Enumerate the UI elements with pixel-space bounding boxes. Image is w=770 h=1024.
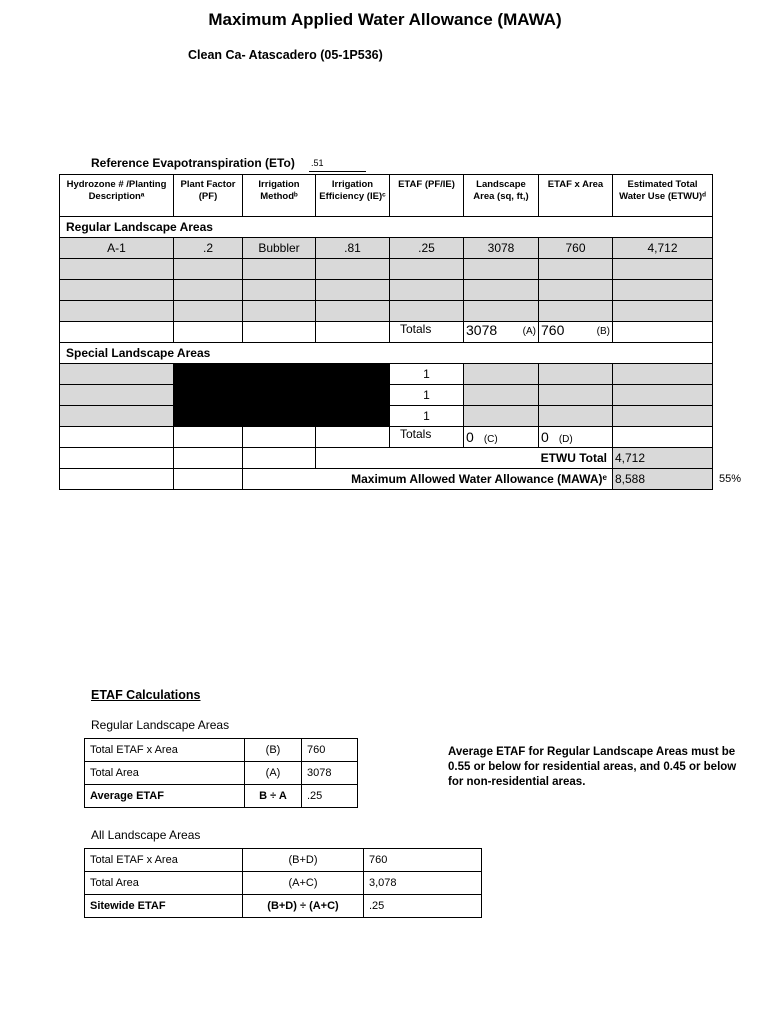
empty-cell[interactable] [539,364,613,385]
empty-cell[interactable] [613,280,713,301]
table-row [85,739,358,762]
empty-cell[interactable] [539,259,613,280]
empty-cell [316,427,390,448]
etwu-total-label: ETWU Total [316,448,613,469]
plant-factor-cell[interactable]: .2 [174,238,243,259]
empty-cell [60,469,174,490]
tag-a: (A) [522,326,536,337]
row-formula: B ÷ A [245,785,302,808]
etaf-calculations-heading: ETAF Calculations [91,688,201,702]
table-row [85,872,482,895]
table-row [60,301,713,322]
row-formula: (B+D) ÷ (A+C) [243,895,364,918]
special-total-etaf-area-cell [539,427,613,448]
empty-cell[interactable] [539,385,613,406]
regular-total-etaf-area-cell [539,322,613,343]
empty-cell[interactable] [60,301,174,322]
empty-cell[interactable] [316,259,390,280]
empty-cell[interactable] [539,301,613,322]
empty-cell[interactable] [613,301,713,322]
row-formula: (A) [245,762,302,785]
empty-cell[interactable] [464,385,539,406]
table-row [60,259,713,280]
landscape-area-cell[interactable]: 3078 [464,238,539,259]
tag-b: (B) [596,326,610,337]
row-value: .25 [364,895,482,918]
col-header-etwu: Estimated Total Water Use (ETWU)ᵈ [613,175,713,217]
mawa-label: Maximum Allowed Water Allowance (MAWA)ᵉ [243,469,613,490]
empty-cell[interactable] [174,280,243,301]
special-total-area-cell [464,427,539,448]
special-totals-label: Totals [390,427,464,448]
empty-cell [316,322,390,343]
row-value: .25 [302,785,358,808]
page-title: Maximum Applied Water Allowance (MAWA) [208,10,562,29]
irrigation-method-cell[interactable]: Bubbler [243,238,316,259]
regular-totals-row [60,322,713,343]
col-header-landscape-area: Landscape Area (sq, ft,) [464,175,539,217]
empty-cell[interactable] [174,301,243,322]
empty-cell [60,322,174,343]
empty-cell [243,448,316,469]
percent-label: 55% [719,473,742,485]
regular-areas-heading: Regular Landscape Areas [91,718,230,732]
row-label: Total Area [85,872,243,895]
project-subtitle: Clean Ca- Atascadero (05-1P536) [188,48,383,62]
empty-cell [243,322,316,343]
empty-cell [243,427,316,448]
empty-cell[interactable] [613,259,713,280]
empty-cell[interactable] [464,301,539,322]
empty-cell [174,322,243,343]
col-header-irrigation-method: Irrigation Methodᵇ [243,175,316,217]
empty-cell [613,427,713,448]
empty-cell [174,469,243,490]
row-label: Average ETAF [85,785,245,808]
special-section-label: Special Landscape Areas [60,343,713,364]
col-header-hydrozone: Hydrozone # /Planting Descriptionᵃ [60,175,174,217]
eto-label: Reference Evapotranspiration (ETo) [91,156,295,170]
etaf-cell: .25 [390,238,464,259]
special-total-area: 0 [466,429,474,445]
row-label: Sitewide ETAF [85,895,243,918]
empty-cell[interactable] [243,301,316,322]
table-row [60,238,713,259]
empty-cell[interactable] [316,301,390,322]
empty-cell [174,448,243,469]
row-formula: (B) [245,739,302,762]
table-header-row [60,175,713,217]
eto-value-field[interactable]: .51 [309,158,366,172]
hydrozone-cell[interactable]: A-1 [60,238,174,259]
etwu-total-value: 4,712 [613,448,713,469]
empty-cell[interactable] [390,301,464,322]
mawa-row [60,469,713,490]
col-header-plant-factor: Plant Factor (PF) [174,175,243,217]
empty-cell[interactable] [464,364,539,385]
empty-cell[interactable] [613,406,713,427]
empty-cell [60,427,174,448]
empty-cell[interactable] [60,385,174,406]
irrigation-efficiency-cell[interactable]: .81 [316,238,390,259]
table-row [85,785,358,808]
row-label: Total ETAF x Area [85,849,243,872]
regular-total-area: 3078 [466,322,498,338]
special-etaf-cell: 1 [390,406,464,427]
empty-cell[interactable] [243,280,316,301]
regular-total-area-cell [464,322,539,343]
regular-section-label: Regular Landscape Areas [60,217,713,238]
mawa-table [59,174,713,490]
mawa-value: 8,588 [613,469,713,490]
empty-cell[interactable] [60,406,174,427]
empty-cell[interactable] [60,364,174,385]
all-areas-heading: All Landscape Areas [91,828,201,842]
col-header-etaf: ETAF (PF/IE) [390,175,464,217]
tag-c: (C) [483,434,498,445]
empty-cell[interactable] [60,259,174,280]
special-etaf-cell: 1 [390,385,464,406]
etwu-cell: 4,712 [613,238,713,259]
empty-cell[interactable] [60,280,174,301]
row-label: Total ETAF x Area [85,739,245,762]
blacked-out-region [174,364,390,427]
regular-totals-label: Totals [390,322,464,343]
empty-cell[interactable] [390,259,464,280]
col-header-irrigation-efficiency: Irrigation Efficiency (IE)ᶜ [316,175,390,217]
empty-cell[interactable] [464,259,539,280]
empty-cell[interactable] [464,280,539,301]
regular-total-etaf-area: 760 [541,322,565,338]
special-totals-row [60,427,713,448]
sitewide-etaf-table [84,848,482,918]
table-row [85,762,358,785]
table-row [85,849,482,872]
row-value: 760 [302,739,358,762]
row-formula: (A+C) [243,872,364,895]
etwu-total-row [60,448,713,469]
empty-cell[interactable] [390,280,464,301]
etaf-area-cell: 760 [539,238,613,259]
empty-cell[interactable] [539,406,613,427]
special-total-etaf-area: 0 [541,429,549,445]
table-row [85,895,482,918]
regular-etaf-table [84,738,358,808]
empty-cell[interactable] [613,385,713,406]
empty-cell[interactable] [243,259,316,280]
col-header-etaf-x-area: ETAF x Area [539,175,613,217]
empty-cell [174,427,243,448]
row-formula: (B+D) [243,849,364,872]
etaf-requirement-note: Average ETAF for Regular Landscape Areas must be 0.55 or below for residential areas, and 0.45 or below for non-residential areas. [448,746,737,788]
empty-cell[interactable] [464,406,539,427]
table-row [60,280,713,301]
special-etaf-cell: 1 [390,364,464,385]
row-label: Total Area [85,762,245,785]
row-value: 3,078 [364,872,482,895]
table-row [60,364,713,385]
empty-cell[interactable] [316,280,390,301]
row-value: 3078 [302,762,358,785]
row-value: 760 [364,849,482,872]
empty-cell[interactable] [174,259,243,280]
tag-d: (D) [558,434,573,445]
empty-cell [60,448,174,469]
empty-cell [613,322,713,343]
empty-cell[interactable] [613,364,713,385]
empty-cell[interactable] [539,280,613,301]
